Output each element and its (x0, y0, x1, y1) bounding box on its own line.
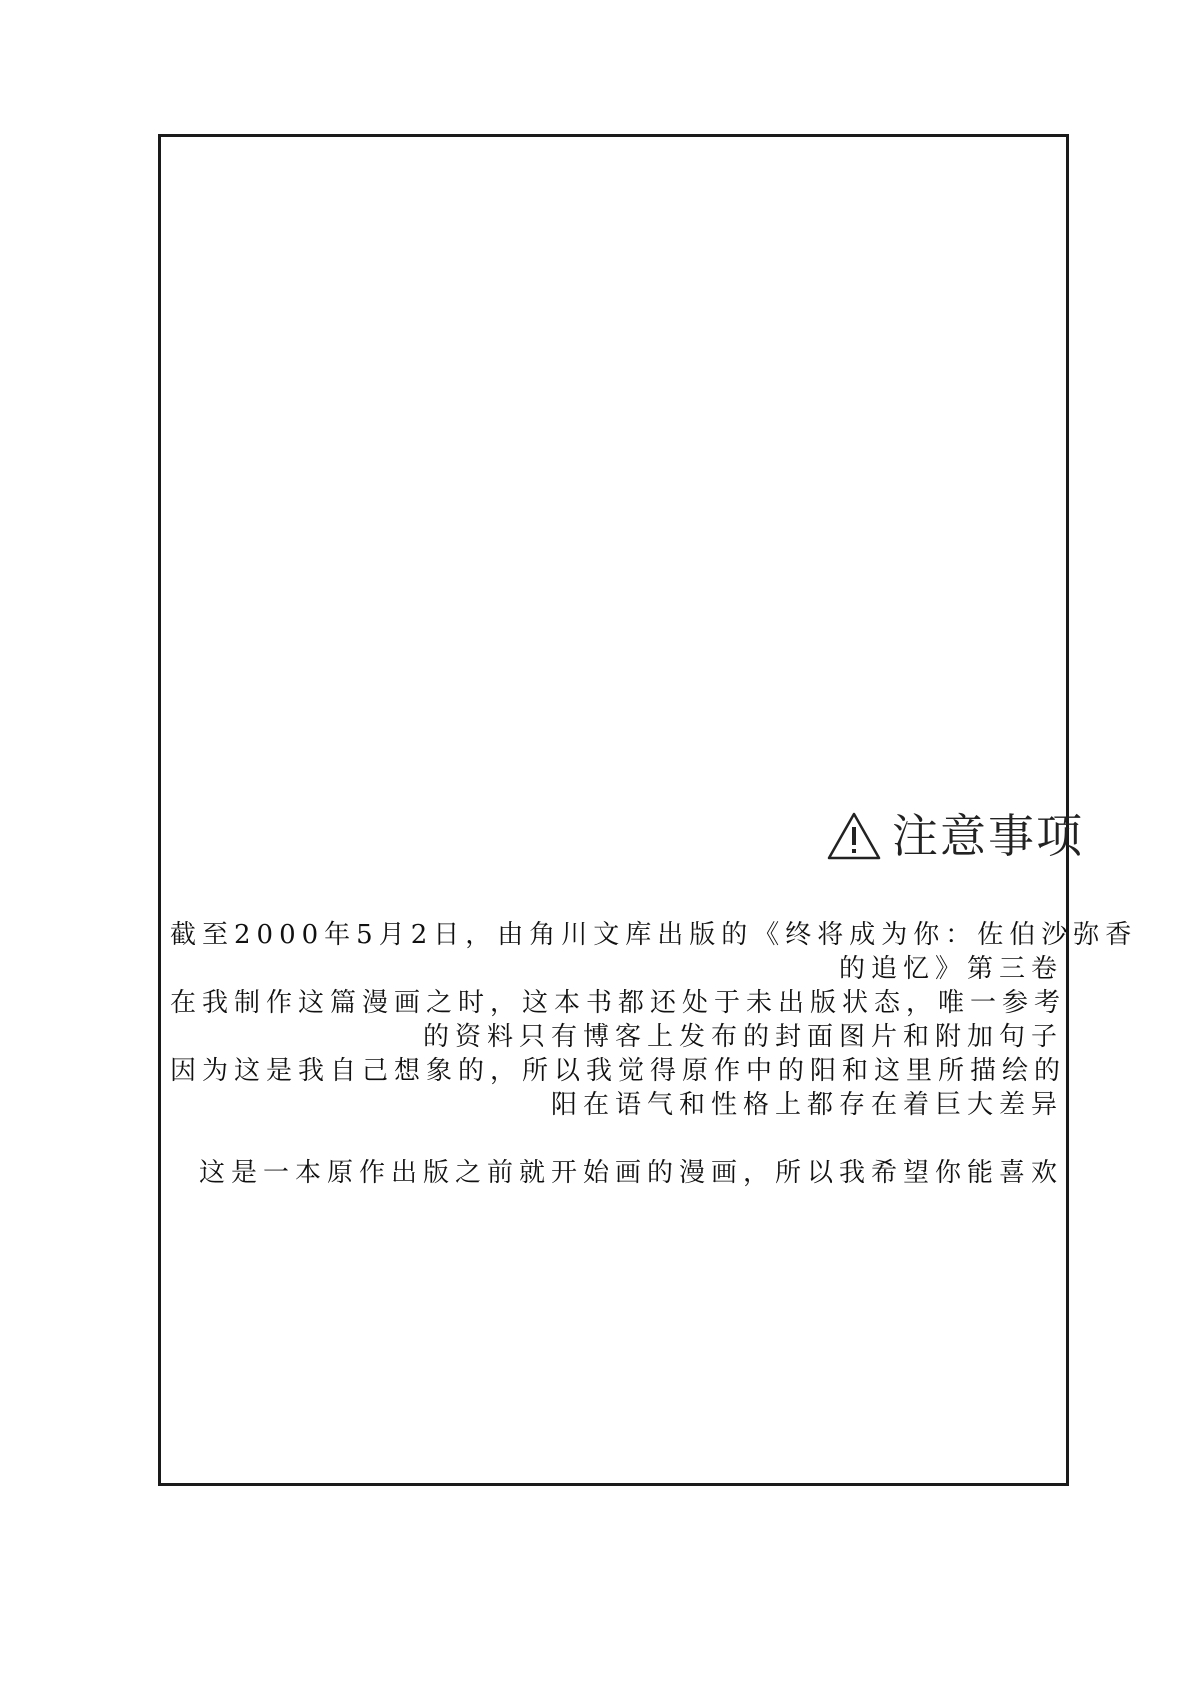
notice-line-4: 的资料只有博客上发布的封面图片和附加句子 (422, 1022, 1063, 1052)
notice-line-5: 因为这是我自己想象的，所以我觉得原作中的阳和这里所描绘的 (170, 1056, 1067, 1086)
notice-line-3: 在我制作这篇漫画之时，这本书都还处于未出版状态，唯一参考 (170, 988, 1067, 1018)
paragraph-spacer (170, 1122, 1063, 1156)
notice-heading (826, 808, 1084, 864)
notice-line-1: 截至2000年5月2日，由角川文库出版的《终将成为你：佐伯沙弥香 (170, 920, 1138, 950)
notice-line-2: 的追忆》第三卷 (838, 954, 1063, 984)
notice-body (170, 918, 1138, 1190)
notice-line-6: 阳在语气和性格上都存在着巨大差异 (550, 1090, 1063, 1120)
notice-closing-line: 这是一本原作出版之前就开始画的漫画，所以我希望你能喜欢 (198, 1158, 1063, 1188)
notice-title: 注意事项 (892, 809, 1084, 863)
warning-triangle-icon (826, 811, 882, 861)
